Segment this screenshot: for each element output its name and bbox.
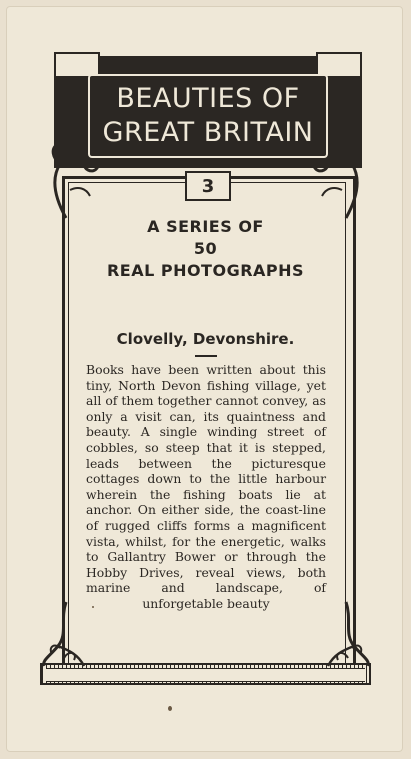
series-line1: A SERIES OF (147, 217, 264, 236)
series-title-line2: GREAT BRITAIN (102, 117, 314, 148)
paper-speck (168, 706, 172, 711)
series-count: 50 (193, 239, 218, 258)
series-line3: REAL PHOTOGRAPHS (106, 261, 305, 280)
location-heading: Clovelly, Devonshire. (116, 330, 295, 348)
description-text: Books have been written about this tiny, North Devon fishing village, yet all of them together cannot convey, as only a visit can, its quaintness and beauty. A single winding street of cobbles, so steep that it is stepped, leads between the picturesque cottages down to the little harbour wherein the fishing boats lie at anchor. On either side, the coast-line of rugged cliffs forms a magnificent vista, whilst, for the energetic, walks to Gallantry Bower or through the Hobby Drives, reveal views, both marine and landscape, of unforgetable beauty (86, 362, 326, 611)
paper-speck (92, 606, 94, 608)
title-panel (88, 74, 328, 158)
frame-base-inner (46, 668, 365, 682)
series-title-line1: BEAUTIES OF (116, 83, 300, 114)
heading-rule (195, 355, 217, 357)
card-number: 3 (185, 171, 231, 201)
series-info (80, 216, 331, 282)
